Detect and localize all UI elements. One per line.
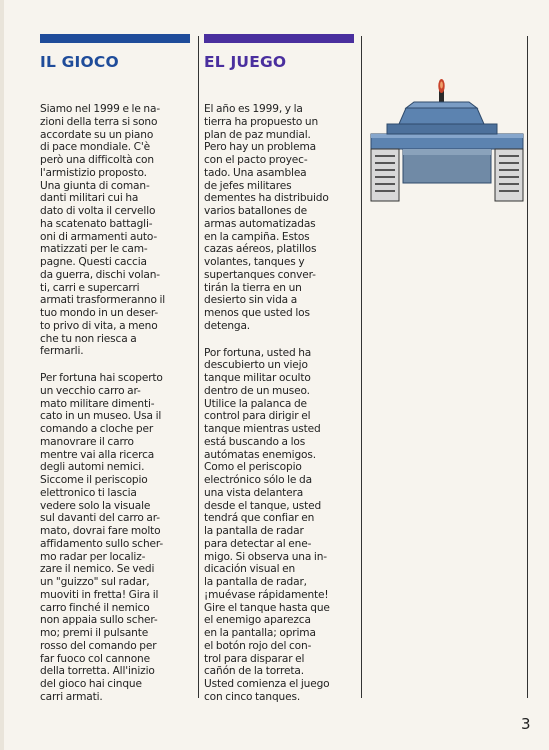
page-number: 3 [521, 715, 531, 733]
italian-column [40, 34, 190, 704]
column-divider-middle [361, 36, 362, 698]
italian-heading: IL GIOCO [40, 53, 119, 71]
tank-icon [369, 78, 525, 204]
italian-header-bar [40, 34, 190, 43]
page-edge [0, 0, 4, 750]
column-divider-left [198, 36, 199, 698]
italian-paragraph-2: Per fortuna hai scoperto un vecchio carro ar- mato militare dimenti- cato in un museo. Usa il comando a cloche per manovrare il carro mentre vai alla ricerca degli automi nemici. Siccome il periscopio elettronico ti lascia vedere solo la visuale sul davanti del carro ar- mato, dovrai fare molto affidamento sullo scher- mo radar per localiz- zare il nemico. Se vedi un "guizzo" sul radar, muoviti in fretta! Gira il carro finché il nemico non appaia sullo scher- mo; premi il pulsante rosso del comando per far fuoco col cannone della torretta. All'inizio del gioco hai cinque carri armati. [40, 372, 164, 703]
spanish-paragraph-1: El año es 1999, y la tierra ha propuesto un plan de paz mundial. Pero hay un problema con el pacto proyec- tado. Una asamblea de jefes militares dementes ha distribuido varios batallones de armas automatizadas en la campiña. Estos cazas aéreos, platillos volantes, tanques y supertanques conver- tirán la tierra en un desierto sin vida a menos que usted los detenga. [204, 103, 329, 332]
spanish-paragraph-2: Por fortuna, usted ha descubierto un viejo tanque militar oculto dentro de un museo. Utilice la palanca de control para dirigir el tanque mientras usted está buscando a los autómatas enemigos. Como el periscopio electrónico sólo le da una vista delantera desde el tanque, usted tendrá que confiar en la pantalla de radar para detectar al ene- migo. Si observa una in- dicación visual en la pantalla de radar, ¡muévase rápidamente! Gire el tanque hasta que el enemigo aparezca en la pantalla; oprima el botón rojo del con- trol para disparar el cañón de la torreta. Usted comienza el juego con cinco tanques. [204, 346, 330, 703]
spanish-column [204, 34, 356, 704]
spanish-heading: EL JUEGO [204, 53, 287, 71]
column-divider-right [527, 36, 528, 698]
spanish-header-bar [204, 34, 354, 43]
italian-paragraph-1: Siamo nel 1999 e le na- zioni della terra si sono accordate su un piano di pace mondiale. C'è però una difficoltà con l'armistizio proposto. Una giunta di coman- danti militari cui ha dato di volta il cervello ha scatenato battagli- oni di armamenti auto- matizzati per le cam- pagne. Questi caccia da guerra, dischi volan- ti, carri e supercarri armati trasformeranno il tuo mondo in un deser- to privo di vita, a meno che tu non riesca a fermarli. [40, 103, 166, 358]
